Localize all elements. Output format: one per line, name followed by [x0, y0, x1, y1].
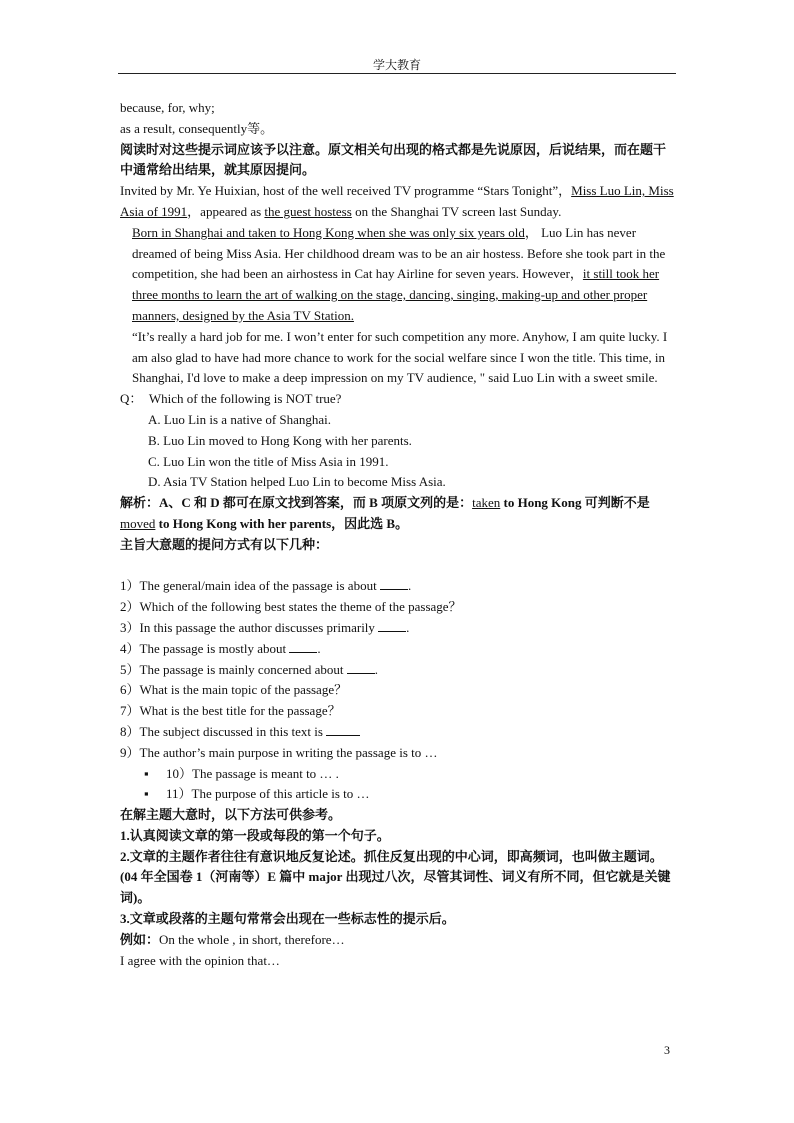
option-c: C. Luo Lin won the title of Miss Asia in 1991.: [148, 453, 389, 469]
text-line: as a result, consequently等。: [120, 120, 274, 136]
passage-paragraph-2: [120, 223, 678, 327]
main-idea-item: 1）The general/main idea of the passage is about .: [120, 578, 412, 594]
main-idea-item: 7）What is the best title for the passage？: [120, 703, 341, 719]
passage-paragraph-1: [120, 181, 678, 223]
question-text: Which of the following is NOT true?: [148, 391, 342, 407]
main-idea-item: 8）The subject discussed in this text is: [120, 722, 678, 743]
text-span: on the Shanghai TV screen last Sunday.: [351, 203, 562, 219]
text-span: ，appeared as: [187, 203, 265, 219]
example-line: [120, 930, 678, 951]
bullet-icon: ▪: [144, 765, 149, 781]
option-b: B. Luo Lin moved to Hong Kong with her parents.: [148, 432, 412, 448]
method-3: 3.文章或段落的主题句常常会出现在一些标志性的提示后。: [120, 911, 455, 927]
text-span: Invited by Mr. Ye Huixian, host of the well received TV programme “Stars Tonight”，: [120, 183, 572, 199]
spacer: [120, 556, 678, 577]
page-number: 3: [664, 1043, 670, 1057]
main-idea-item: 9）The author’s main purpose in writing the passage is to …: [120, 744, 438, 760]
methods-heading: 在解主题大意时，以下方法可供参考。: [120, 807, 342, 823]
method-1: 1.认真阅读文章的第一段或每段的第一个句子。: [120, 827, 390, 843]
underlined-span: Miss Luo Lin, Miss Asia of 1991: [120, 183, 674, 219]
header-title: 学大教育: [372, 58, 421, 72]
bullet-icon: ▪: [144, 786, 149, 802]
text-span: On the whole , in short, therefore…: [159, 931, 345, 947]
method-2: 2.文章的主题作者往往有意识地反复论述。抓住反复出现的中心词，即高频词，也叫做主题词。(04 年全国卷 1（河南等）E 篇中 major 出现过八次，尽管其词性、词义有所不同，但它就是关键词)。: [120, 848, 671, 906]
main-idea-heading: 主旨大意题的提问方式有以下几种：: [120, 536, 329, 552]
example-label: 例如：: [120, 931, 160, 947]
page-header: [118, 57, 676, 73]
text-span: A、C 和 D 都可在原文找到答案，而 B 项原文列的是：: [159, 495, 473, 511]
analysis-label: 解析：: [120, 495, 160, 511]
text-span: ， Luo Lin has never dreamed of being Miss Asia. Her childhood dream was to be an air hostess. Before she took part in the competition, she had been an airhostess in Cat hay Airline for seven years. However，: [132, 224, 666, 282]
question-stem: [120, 389, 678, 410]
underlined-span: taken: [472, 495, 501, 511]
text-span: to Hong Kong 可判断不是: [500, 495, 650, 511]
document-body: [120, 98, 678, 971]
text-line: because, for, why;: [120, 100, 215, 115]
passage-paragraph-3: “It’s really a hard job for me. I won’t enter for such competition any more. Anyhow, I am quite lucky. I am also glad to have had more chance to work for the social welfare since I won the title. This time, in Shanghai, I'd love to make a deep impression on my TV audience, " said Luo Lin with a sweet smile.: [132, 328, 668, 386]
option-d: D. Asia TV Station helped Luo Lin to become Miss Asia.: [148, 474, 446, 490]
bullet-item: ▪ 10）The passage is meant to … .: [120, 764, 678, 785]
main-idea-item: 5）The passage is mainly concerned about .: [120, 661, 378, 677]
main-idea-item: 6）What is the main topic of the passage？: [120, 682, 348, 698]
underlined-span: moved: [120, 515, 156, 531]
underlined-span: it still took her three months to learn the art of walking on the stage, dancing, singing, making-up and other proper manners, designed by the Asia TV Station.: [132, 266, 660, 323]
underlined-span: the guest hostess: [264, 203, 352, 219]
main-idea-item: 4）The passage is mostly about .: [120, 640, 321, 656]
bullet-item: ▪ 11）The purpose of this article is to …: [120, 784, 678, 805]
header-rule: [118, 73, 676, 74]
analysis-paragraph: [120, 493, 678, 535]
option-a: A. Luo Lin is a native of Shanghai.: [148, 411, 332, 427]
question-label: Q：: [120, 391, 143, 407]
text-span: to Hong Kong with her parents，因此选 B。: [155, 515, 409, 531]
underlined-span: Born in Shanghai and taken to Hong Kong when she was only six years old: [132, 224, 525, 240]
main-idea-item: 2）Which of the following best states the theme of the passage？: [120, 599, 462, 615]
main-idea-item: 3）In this passage the author discusses primarily .: [120, 619, 410, 635]
example-line-2: I agree with the opinion that…: [120, 952, 280, 968]
instruction-paragraph: 阅读时对这些提示词应该予以注意。原文相关句出现的格式都是先说原因，后说结果，而在题干中通常给出结果，就其原因提问。: [120, 141, 667, 178]
